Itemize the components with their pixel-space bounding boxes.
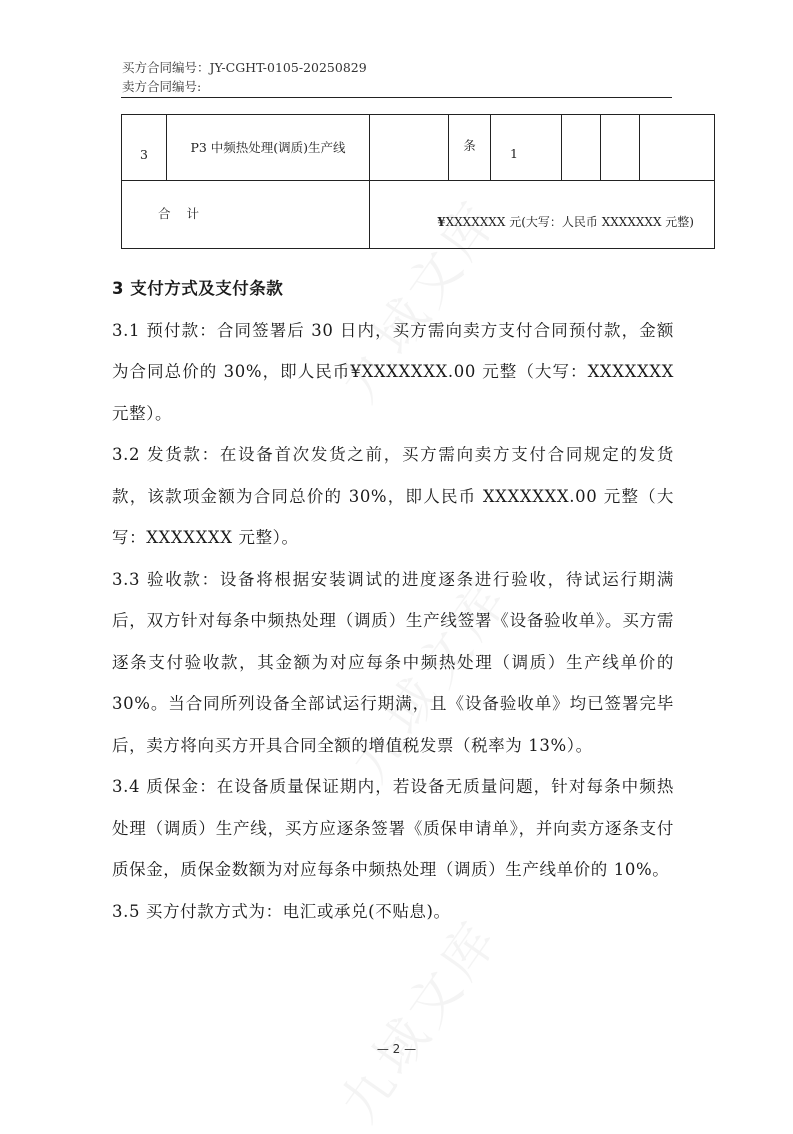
watermark	[319, 901, 514, 1134]
clause-3-5: 3.5 买方付款方式为：电汇或承兑(不贴息)。	[112, 901, 451, 921]
payment-terms-section	[112, 268, 674, 932]
page-number: — 2 —	[376, 1042, 417, 1056]
row-cell-7	[601, 115, 640, 181]
row-cell-8	[640, 115, 715, 181]
clause-3-1: 3.1 预付款：合同签署后 30 日内，买方需向卖方支付合同预付款，金额为合同总价的 30%，即人民币¥XXXXXXX.00 元整（大写：XXXXXXX 元整）。	[112, 320, 674, 423]
clause-3-4: 3.4 质保金：在设备质量保证期内，若设备无质量问题，针对每条中频热处理（调质）生产线，买方应逐条签署《质保申请单》，并向卖方逐条支付质保金，质保金数额为对应每条中频热处理（调质）生产线单价的 10%。	[112, 777, 674, 879]
buyer-contract-line	[122, 58, 672, 77]
row-unit: 条	[449, 115, 491, 181]
clause-3-2: 3.2 发货款：在设备首次发货之前，买方需向卖方支付合同规定的发货款，该款项金额为合同总价的 30%，即人民币 XXXXXXX.00 元整（大写：XXXXXXX 元整）。	[112, 445, 674, 547]
total-amount: XXXXXXX 元(大写：人民币 XXXXXXX 元整)	[445, 215, 694, 229]
buyer-contract-number: JY-CGHT-0105-20250829	[209, 60, 367, 75]
header-divider	[121, 97, 672, 98]
total-label: 合 计	[122, 181, 370, 249]
equipment-table	[121, 114, 715, 249]
seller-contract-line	[122, 77, 672, 96]
total-value	[370, 181, 715, 249]
row-quantity: 1	[491, 115, 562, 181]
table-row	[122, 115, 715, 181]
currency-symbol: ¥	[437, 215, 446, 229]
buyer-contract-label: 买方合同编号：	[122, 60, 210, 75]
page-header	[122, 58, 672, 96]
section-heading: 3 支付方式及支付条款	[112, 279, 284, 298]
total-row	[122, 181, 715, 249]
clause-3-3: 3.3 验收款：设备将根据安装调试的进度逐条进行验收，待试运行期满后，双方针对每条中频热处理（调质）生产线签署《设备验收单》。买方需逐条支付验收款，其金额为对应每条中频热处理（调质）生产线单价的 30%。当合同所列设备全部试运行期满，且《设备验收单》均已签署完毕后，卖方将向买方开具合同全额的增值税发票（税率为 13%）。	[112, 569, 674, 755]
row-cell-6	[562, 115, 601, 181]
seller-contract-label: 卖方合同编号:	[122, 79, 202, 94]
row-index: 3	[122, 115, 167, 181]
row-spec	[370, 115, 449, 181]
row-item-name: P3 中频热处理(调质)生产线	[167, 115, 370, 181]
